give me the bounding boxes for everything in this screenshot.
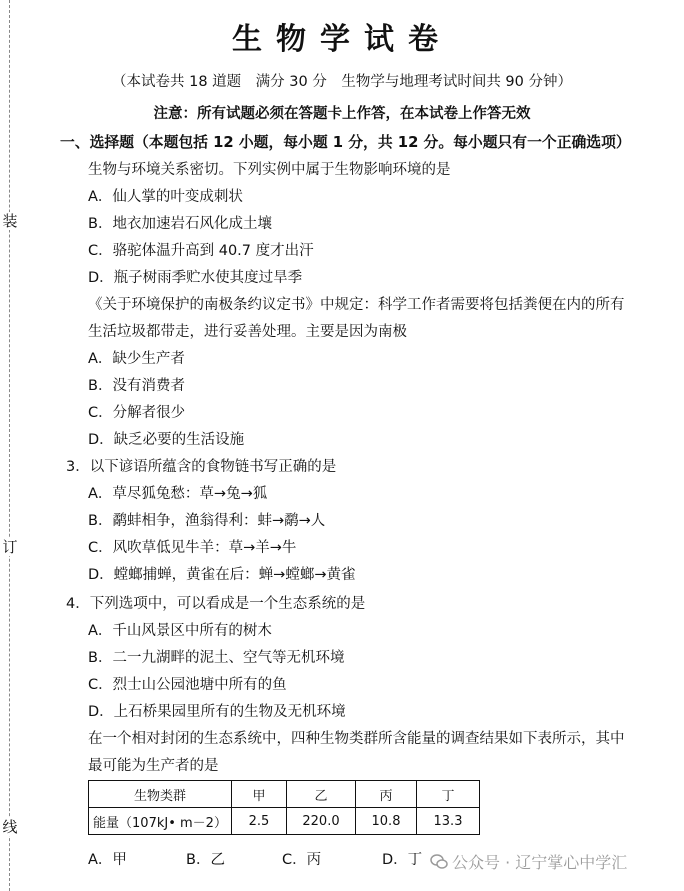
question-stem: 4．下列选项中，可以看成是一个生态系统的是 [66,596,366,612]
table-header-cell: 丙 [356,781,417,808]
option-a: A．千山风景区中所有的树木 [88,623,272,639]
option-a: A．草尽狐兔愁：草→兔→狐 [88,486,268,502]
table-row-label: 能量（107kJ• m－2） [89,808,232,835]
table-header-cell: 乙 [287,781,356,808]
table-header-cell: 丁 [417,781,480,808]
option-b: B．二一九湖畔的泥土、空气等无机环境 [88,650,345,666]
watermark [430,850,627,873]
exam-info: （本试卷共 18 道题 满分 30 分 生物学与地理考试时间共 90 分钟） [111,74,572,90]
binding-char: 线 [2,818,18,836]
table-header-cell: 甲 [232,781,287,808]
option-b: B．鹬蚌相争，渔翁得利：蚌→鹬→人 [88,513,326,529]
option-c: C．风吹草低见牛羊：草→羊→牛 [88,540,297,556]
wechat-icon [430,853,448,871]
table-cell: 220.0 [287,808,356,835]
option-b: B．乙 [186,852,225,868]
energy-table [88,780,480,835]
option-a: A．缺少生产者 [88,351,185,367]
option-c: C．分解者很少 [88,405,186,421]
notice: 注意：所有试题必须在答题卡上作答，在本试卷上作答无效 [153,106,531,122]
option-d: D．瓶子树雨季贮水使其度过旱季 [88,270,303,286]
option-b: B．地衣加速岩石风化成土壤 [88,216,272,232]
question-stem: 生物与环境关系密切。下列实例中属于生物影响环境的是 [88,162,451,178]
option-c: C．丙 [282,852,322,868]
table-header-cell: 生物类群 [89,781,232,808]
option-c: C．烈士山公园池塘中所有的鱼 [88,677,287,693]
option-d: D．上石桥果园里所有的生物及无机环境 [88,704,346,720]
question-stem-cont: 最可能为生产者的是 [88,758,219,774]
section-heading: 一、选择题（本题包括 12 小题，每小题 1 分，共 12 分。每小题只有一个正确选项） [60,134,631,151]
option-d: D．螳螂捕蝉，黄雀在后：蝉→螳螂→黄雀 [88,567,356,583]
option-a: A．仙人掌的叶变成刺状 [88,189,243,205]
page-title: 生物学试卷 [232,22,452,57]
question-stem: 3．以下谚语所蕴含的食物链书写正确的是 [66,459,337,475]
table-cell: 2.5 [232,808,287,835]
table-cell: 13.3 [417,808,480,835]
option-d: D．丁 [382,852,423,868]
binding-dashed-line [9,0,10,891]
table-cell: 10.8 [356,808,417,835]
table-row [89,808,480,835]
question-stem: 在一个相对封闭的生态系统中，四种生物类群所含能量的调查结果如下表所示，其中 [88,731,625,747]
binding-char: 装 [2,212,18,230]
question-stem: 《关于环境保护的南极条约议定书》中规定：科学工作者需要将包括粪便在内的所有 [88,297,625,313]
table-row [89,781,480,808]
binding-char: 订 [2,538,18,556]
watermark-text: 公众号 · 辽宁掌心中学汇 [452,853,628,872]
option-c: C．骆驼体温升高到 40.7 度才出汗 [88,243,314,259]
option-a: A．甲 [88,852,127,868]
option-b: B．没有消费者 [88,378,185,394]
question-stem-cont: 生活垃圾都带走，进行妥善处理。主要是因为南极 [88,324,407,340]
option-d: D．缺乏必要的生活设施 [88,432,245,448]
